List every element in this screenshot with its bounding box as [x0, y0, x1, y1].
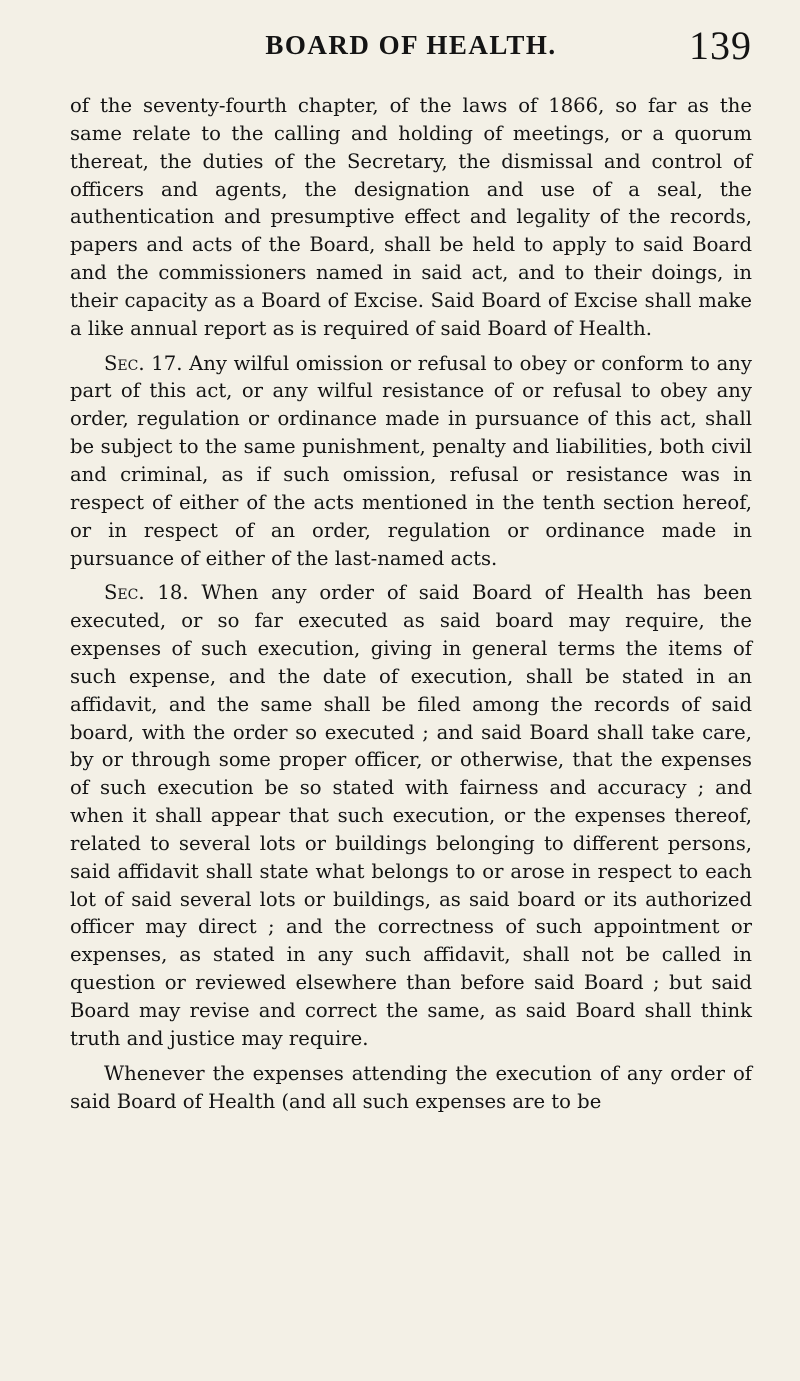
paragraph-text: of the seventy-fourth chapter, of the laws of 1866, so far as the same relate to the calling and holding of meetings, or a quorum thereat, the duties of the Secretary, the dismissal and control of officers and agents, the designation and use of a seal, the authentication and presumptive effect and legality of the records, papers and acts of the Board, shall be held to apply to said Board and the commissioners named in said act, and to their doings, in their capacity as a Board of Excise. Said Board of Excise shall make a like annual report as is required of said Board of Health.: [70, 94, 752, 340]
section-18: [70, 579, 752, 1052]
paragraph-text: Whenever the expenses attending the execution of any order of said Board of Health (and all such expenses are to be: [70, 1061, 752, 1113]
running-head: [70, 0, 752, 92]
paragraph-text: Any wilful omission or refusal to obey or conform to any part of this act, or any wilful resistance of or refusal to obey any order, regulation or ordinance made in pursuance of this act, shall be subject to the same punishment, penalty and liabilities, both civil and criminal, as if such omission, refusal or resistance was in respect of either of the acts mentioned in the tenth section hereof, or in respect of an order, regulation or ordinance made in pursuance of either of the last-named acts.: [70, 351, 752, 570]
body-text: [70, 92, 752, 1115]
page-number: 139: [689, 23, 752, 68]
paragraph-text: When any order of said Board of Health has been executed, or so far executed as said board may require, the expenses of such execution, giving in general terms the items of such expense, and the date of execution, shall be stated in an affidavit, and the same shall be filed among the records of said board, with the order so executed ; and said Board shall take care, by or through some proper officer, or otherwise, that the expenses of such execution be so stated with fairness and accuracy ; and when it shall appear that such execution, or the expenses thereof, related to several lots or buildings belonging to different persons, said affidavit shall state what belongs to or arose in respect to each lot of said several lots or buildings, as said board or its authorized officer may direct ; and the correctness of such appointment or expenses, as stated in any such affidavit, shall not be called in question or reviewed elsewhere than before said Board ; but said Board may revise and correct the same, as said Board shall think truth and justice may require.: [70, 581, 752, 1050]
section-17: [70, 350, 752, 573]
paragraph-continuation: [70, 92, 752, 343]
running-head-title: BOARD OF HEALTH.: [265, 30, 557, 60]
section-label: Sec. 18.: [104, 581, 189, 605]
paragraph-whenever: [70, 1060, 752, 1116]
section-label: Sec. 17.: [104, 351, 183, 375]
